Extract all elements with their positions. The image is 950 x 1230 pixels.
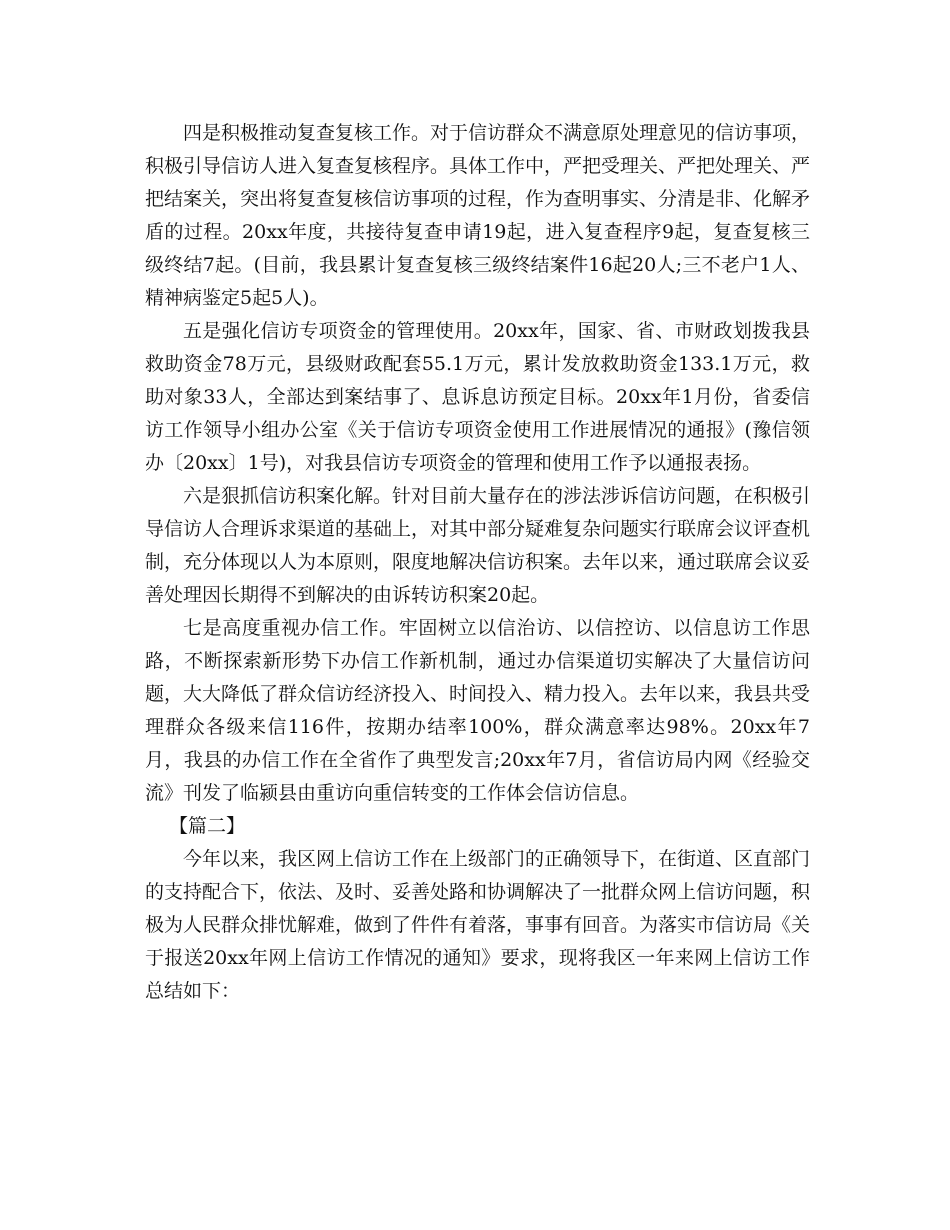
section-heading: 【篇二】 xyxy=(169,815,246,837)
paragraph-letter-handling: 七是高度重视办信工作。牢固树立以信治访、以信控访、以信息访工作思路，不断探索新形势下办信工作新机制，通过办信渠道切实解决了大量信访问题，大大降低了群众信访经济投入、时间投入、精力投入。去年以来，我县共受理群众各级来信116件，按期办结率100%，群众满意率达98%。20xx年7月，我县的办信工作在全省作了典型发言;20xx年7月，省信访局内网《经验交流》刊发了临颍县由重访向重信转变的工作体会信访信息。 xyxy=(145,617,811,804)
paragraph-special-funds: 五是强化信访专项资金的管理使用。20xx年，国家、省、市财政划拨我县救助资金78万元，县级财政配套55.1万元，累计发放救助资金133.1万元，救助对象33人，全部达到案结事了、息诉息访预定目标。20xx年1月份，省委信访工作领导小组办公室《关于信访专项资金使用工作进展情况的通报》(豫信领办〔20xx〕1号)，对我县信访专项资金的管理和使用工作予以通报表扬。 xyxy=(145,320,810,474)
paragraph-online-petition-intro: 今年以来，我区网上信访工作在上级部门的正确领导下，在街道、区直部门的支持配合下，依法、及时、妥善处路和协调解决了一批群众网上信访问题，积极为人民群众排忧解难，做到了件件有着落，事事有回音。为落实市信访局《关于报送20xx年网上信访工作情况的通知》要求，现将我区一年来网上信访工作总结如下： xyxy=(145,848,811,1002)
paragraph-backlog-cases: 六是狠抓信访积案化解。针对目前大量存在的涉法涉诉信访问题，在积极引导信访人合理诉求渠道的基础上，对其中部分疑难复杂问题实行联席会议评查机制，充分体现以人为本原则，限度地解决信访积案。去年以来，通过联席会议妥善处理因长期得不到解决的由诉转访积案20起。 xyxy=(145,485,811,606)
document-body xyxy=(145,117,810,1008)
paragraph-review-work: 四是积极推动复查复核工作。对于信访群众不满意原处理意见的信访事项，积极引导信访人进入复查复核程序。具体工作中，严把受理关、严把处理关、严把结案关，突出将复查复核信访事项的过程，作为查明事实、分清是非、化解矛盾的过程。20xx年度，共接待复查申请19起，进入复查程序9起，复查复核三级终结7起。(目前，我县累计复查复核三级终结案件16起20人;三不老户1人、精神病鉴定5起5人)。 xyxy=(145,122,811,309)
